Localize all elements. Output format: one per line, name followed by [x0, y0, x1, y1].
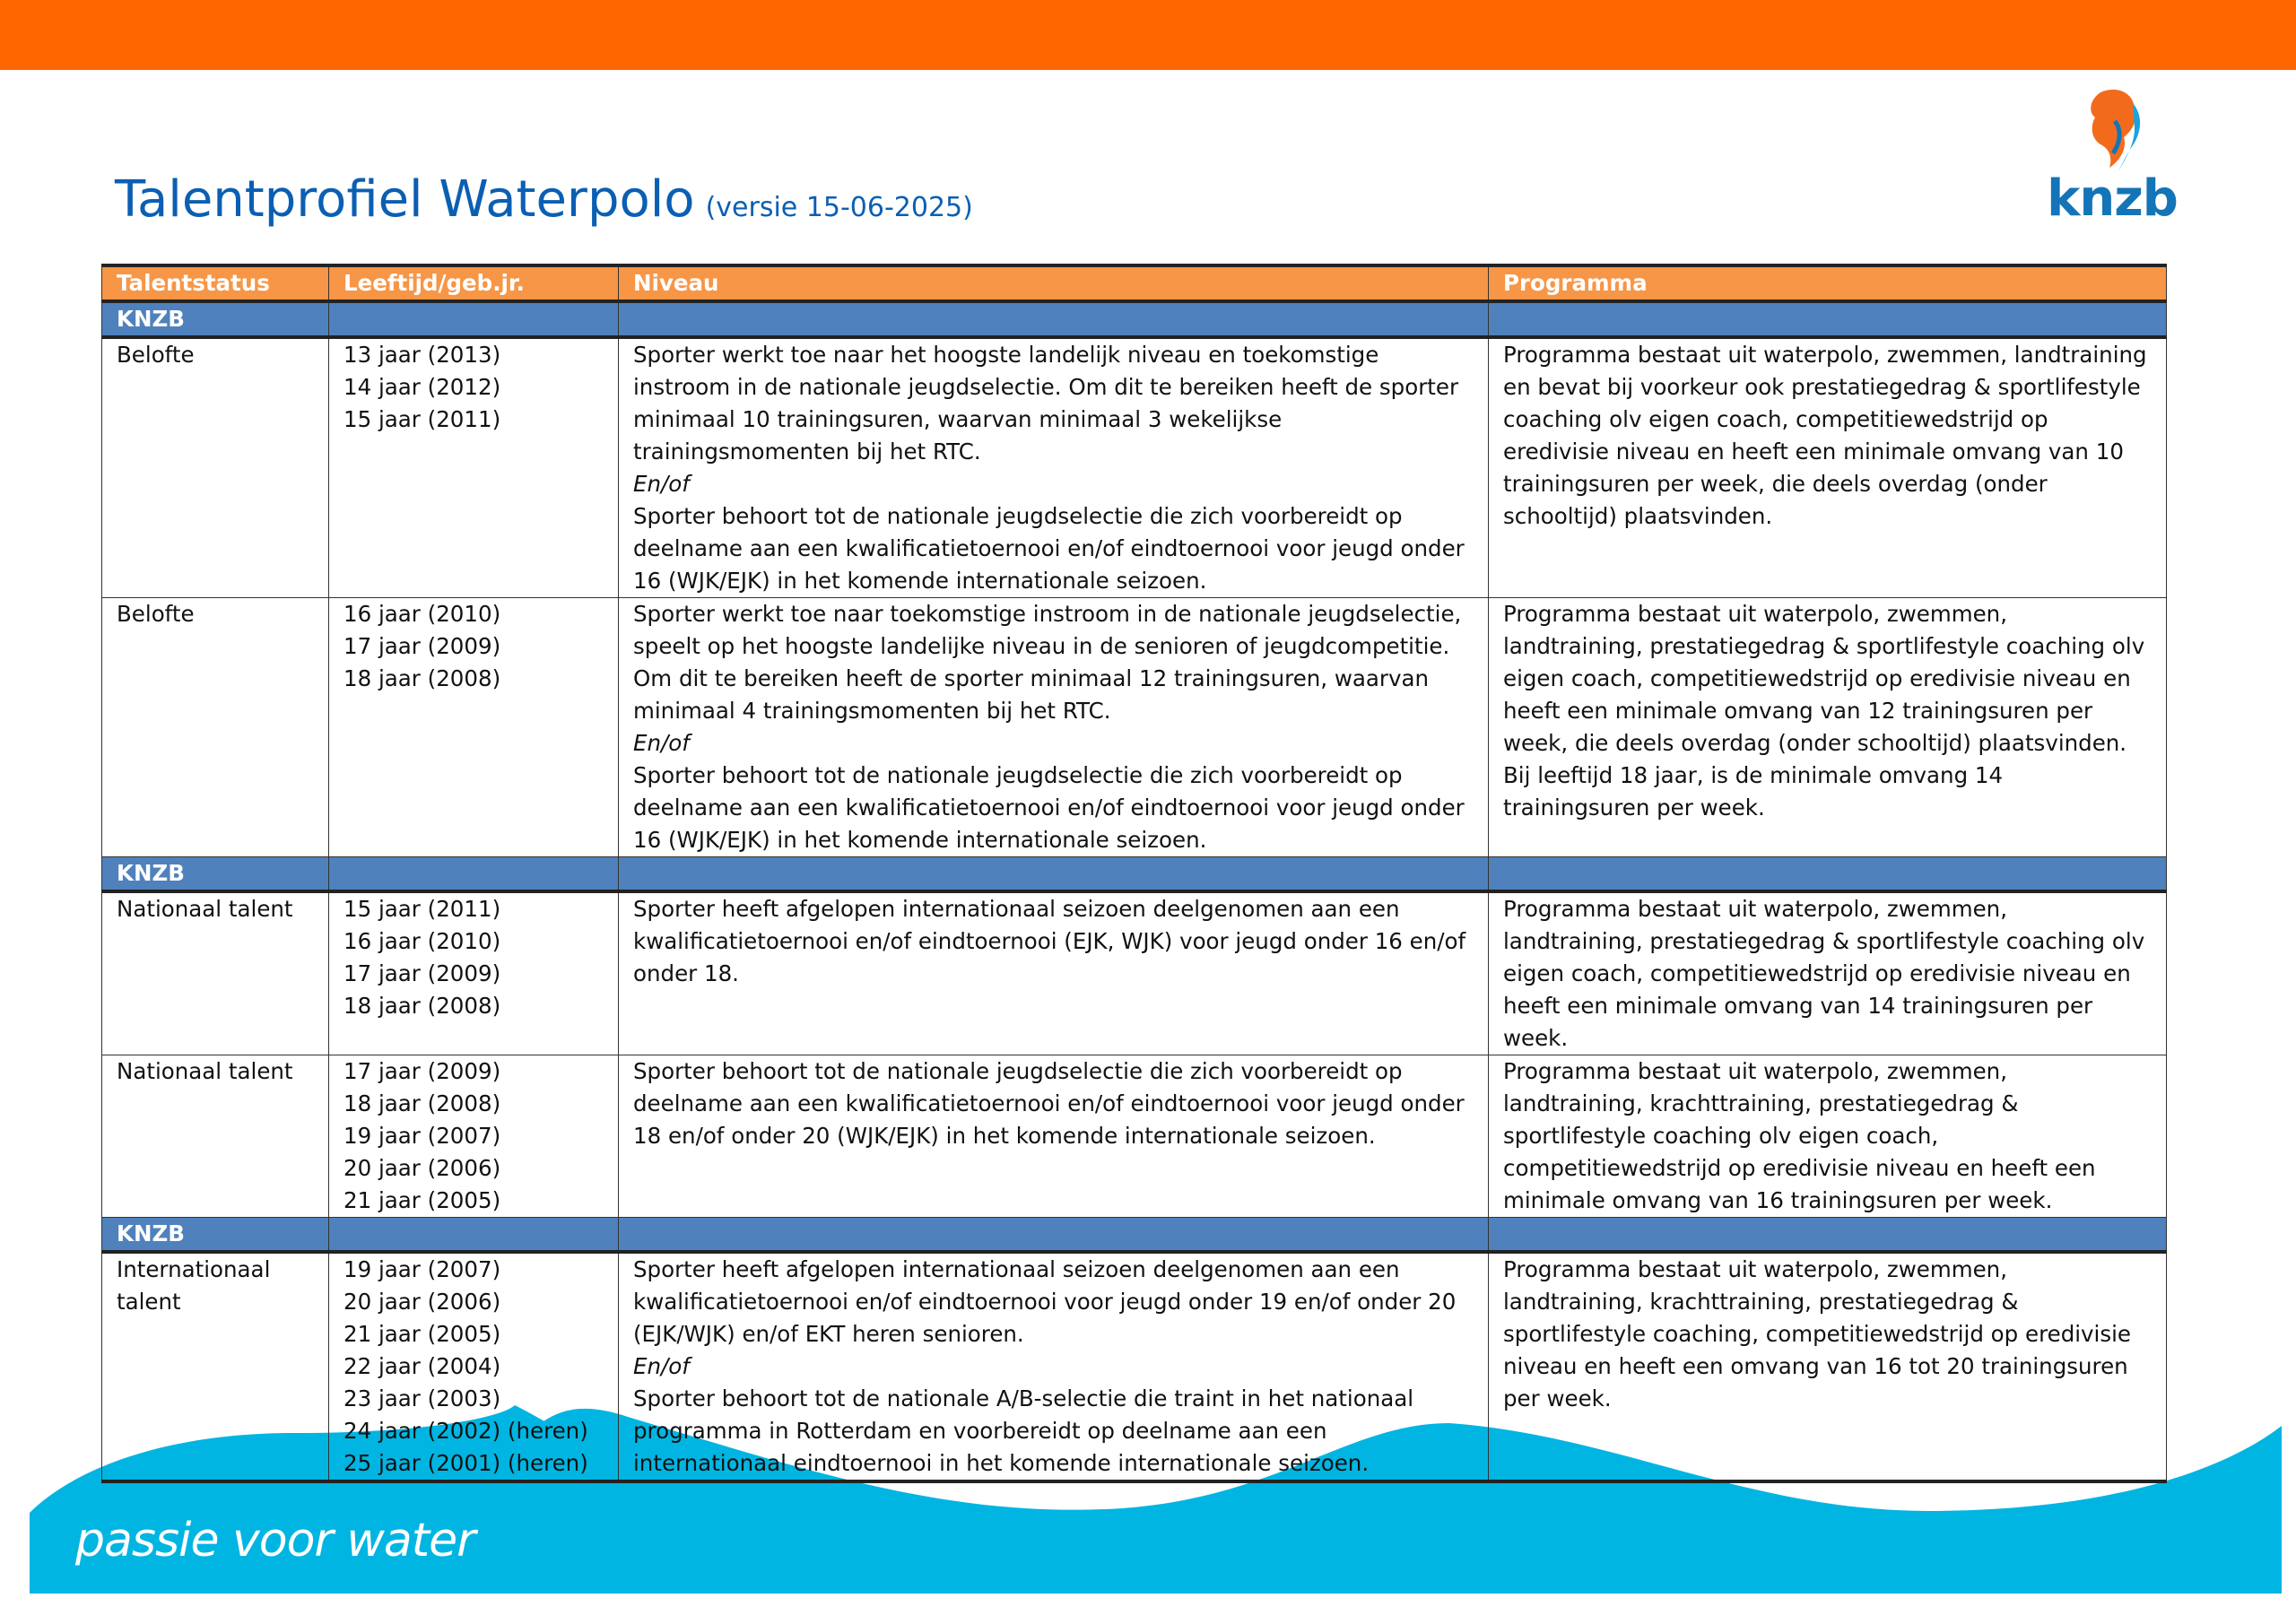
niveau-paragraph: Sporter behoort tot de nationale jeugdselectie die zich voorbereidt op deelname aan een kwalificatietoernooi en/of eindtoernooi voor jeugd onder 16 (WJK/EJK) in het komende internationale seizoen.: [633, 503, 1465, 594]
section-row: [102, 857, 2167, 892]
talentstatus-cell: Nationaal talent: [102, 1055, 329, 1218]
title-text: Talentprofiel Waterpolo: [115, 170, 695, 229]
section-empty-cell: [1489, 301, 2167, 337]
section-row: [102, 301, 2167, 337]
niveau-paragraph: En/of: [633, 471, 690, 497]
age-line: 14 jaar (2012): [344, 374, 501, 400]
age-line: 15 jaar (2011): [344, 896, 501, 922]
age-cell: [329, 891, 619, 1055]
table-header-row: [102, 265, 2167, 301]
section-empty-cell: [619, 857, 1489, 892]
table-row: [102, 1252, 2167, 1481]
age-cell: [329, 1252, 619, 1481]
section-row: [102, 1218, 2167, 1253]
programma-cell: [1489, 337, 2167, 598]
section-empty-cell: [619, 1218, 1489, 1253]
talentstatus-cell: Belofte: [102, 598, 329, 857]
age-line: 15 jaar (2011): [344, 406, 501, 432]
niveau-paragraph: Sporter heeft afgelopen internationaal seizoen deelgenomen aan een kwalificatietoernooi en/of eindtoernooi (EJK, WJK) voor jeugd onder 16 en/of onder 18.: [633, 896, 1466, 986]
table-row: [102, 337, 2167, 598]
programma-paragraph: Programma bestaat uit waterpolo, zwemmen, landtraining, prestatiegedrag & sportlifestyle coaching olv eigen coach, competitiewedstrijd op eredivisie niveau en heeft een minimale omvang van 14 trainingsuren per week.: [1503, 896, 2145, 1051]
age-cell: [329, 598, 619, 857]
footer-slogan: passie voor water: [75, 1514, 475, 1568]
age-cell: [329, 1055, 619, 1218]
section-label: KNZB: [102, 301, 329, 337]
age-line: 17 jaar (2009): [344, 960, 501, 986]
niveau-cell: [619, 1055, 1489, 1218]
age-line: 16 jaar (2010): [344, 601, 501, 627]
niveau-paragraph: Sporter werkt toe naar het hoogste landelijk niveau en toekomstige instroom in de nationale jeugdselectie. Om dit te bereiken heeft de sporter minimaal 10 trainingsuren, waarvan minimaal 3 wekelijkse trainingsmomenten bij het RTC.: [633, 342, 1459, 465]
talentstatus-cell: Nationaal talent: [102, 891, 329, 1055]
talentstatus-cell: Belofte: [102, 337, 329, 598]
section-empty-cell: [329, 1218, 619, 1253]
table-row: [102, 891, 2167, 1055]
programma-cell: [1489, 891, 2167, 1055]
age-line: 21 jaar (2005): [344, 1321, 501, 1347]
table-row: [102, 1055, 2167, 1218]
talentstatus-cell: Internationaal talent: [102, 1252, 329, 1481]
programma-cell: [1489, 598, 2167, 857]
section-empty-cell: [619, 301, 1489, 337]
age-line: 18 jaar (2008): [344, 665, 501, 691]
niveau-cell: [619, 337, 1489, 598]
column-header-talentstatus: Talentstatus: [102, 265, 329, 301]
niveau-cell: [619, 598, 1489, 857]
niveau-paragraph: Sporter behoort tot de nationale A/B-selectie die traint in het nationaal programma in Rotterdam en voorbereidt op deelname aan een internationaal eindtoernooi in het komende internationale seizoen.: [633, 1385, 1414, 1476]
niveau-paragraph: Sporter heeft afgelopen internationaal seizoen deelgenomen aan een kwalificatietoernooi en/of eindtoernooi voor jeugd onder 19 en/of onder 20 (EJK/WJK) en/of EKT heren senioren.: [633, 1256, 1457, 1347]
age-line: 17 jaar (2009): [344, 1058, 501, 1084]
section-empty-cell: [329, 301, 619, 337]
page-title: [115, 170, 973, 229]
niveau-paragraph: En/of: [633, 1353, 690, 1379]
niveau-cell: [619, 1252, 1489, 1481]
niveau-paragraph: En/of: [633, 730, 690, 756]
age-line: 18 jaar (2008): [344, 993, 501, 1019]
lion-icon: [2045, 85, 2179, 175]
table-row: [102, 598, 2167, 857]
age-line: 19 jaar (2007): [344, 1123, 501, 1149]
section-label: KNZB: [102, 1218, 329, 1253]
talent-profile-table: [101, 264, 2167, 1483]
age-line: 18 jaar (2008): [344, 1090, 501, 1116]
niveau-paragraph: Sporter werkt toe naar toekomstige instroom in de nationale jeugdselectie, speelt op het hoogste landelijke niveau in de senioren of jeugdcompetitie. Om dit te bereiken heeft de sporter minimaal 12 trainingsuren, waarvan minimaal 4 trainingsmomenten bij het RTC.: [633, 601, 1462, 724]
age-line: 24 jaar (2002) (heren): [344, 1418, 588, 1444]
programma-cell: [1489, 1055, 2167, 1218]
programma-paragraph: Programma bestaat uit waterpolo, zwemmen, landtraining, krachttraining, prestatiegedrag & sportlifestyle coaching olv eigen coach, competitiewedstrijd op eredivisie niveau en heeft een minimale omvang van 16 trainingsuren per week.: [1503, 1058, 2096, 1213]
age-line: 17 jaar (2009): [344, 633, 501, 659]
age-cell: [329, 337, 619, 598]
programma-paragraph: Programma bestaat uit waterpolo, zwemmen, landtraining, krachttraining, prestatiegedrag & sportlifestyle coaching, competitiewedstrijd op eredivisie niveau en heeft een omvang van 16 tot 20 trainingsuren per week.: [1503, 1256, 2131, 1411]
version-label: (versie 15-06-2025): [705, 192, 973, 223]
niveau-cell: [619, 891, 1489, 1055]
age-line: 23 jaar (2003): [344, 1385, 501, 1411]
column-header-leeftijd: Leeftijd/geb.jr.: [329, 265, 619, 301]
age-line: 25 jaar (2001) (heren): [344, 1450, 588, 1476]
niveau-paragraph: Sporter behoort tot de nationale jeugdselectie die zich voorbereidt op deelname aan een kwalificatietoernooi en/of eindtoernooi voor jeugd onder 16 (WJK/EJK) in het komende internationale seizoen.: [633, 762, 1465, 853]
programma-paragraph: Programma bestaat uit waterpolo, zwemmen, landtraining en bevat bij voorkeur ook prestatiegedrag & sportlifestyle coaching olv eigen coach, competitiewedstrijd op eredivisie niveau en heeft een minimale omvang van 10 trainingsuren per week, die deels overdag (onder schooltijd) plaatsvinden.: [1503, 342, 2147, 529]
age-line: 16 jaar (2010): [344, 928, 501, 954]
age-line: 20 jaar (2006): [344, 1289, 501, 1315]
column-header-programma: Programma: [1489, 265, 2167, 301]
section-empty-cell: [1489, 1218, 2167, 1253]
age-line: 13 jaar (2013): [344, 342, 501, 368]
age-line: 19 jaar (2007): [344, 1256, 501, 1282]
programma-cell: [1489, 1252, 2167, 1481]
section-label: KNZB: [102, 857, 329, 892]
age-line: 22 jaar (2004): [344, 1353, 501, 1379]
section-empty-cell: [1489, 857, 2167, 892]
section-empty-cell: [329, 857, 619, 892]
niveau-paragraph: Sporter behoort tot de nationale jeugdselectie die zich voorbereidt op deelname aan een kwalificatietoernooi en/of eindtoernooi voor jeugd onder 18 en/of onder 20 (WJK/EJK) in het komende internationale seizoen.: [633, 1058, 1465, 1149]
programma-paragraph: Bij leeftijd 18 jaar, is de minimale omvang 14 trainingsuren per week.: [1503, 762, 2004, 821]
programma-paragraph: Programma bestaat uit waterpolo, zwemmen, landtraining, prestatiegedrag & sportlifestyle coaching olv eigen coach, competitiewedstrijd op eredivisie niveau en heeft een minimale omvang van 12 trainingsuren per week, die deels overdag (onder schooltijd) plaatsvinden.: [1503, 601, 2145, 756]
logo-text: knzb: [2047, 169, 2178, 228]
age-line: 21 jaar (2005): [344, 1187, 501, 1213]
knzb-logo: [2045, 85, 2179, 228]
column-header-niveau: Niveau: [619, 265, 1489, 301]
age-line: 20 jaar (2006): [344, 1155, 501, 1181]
